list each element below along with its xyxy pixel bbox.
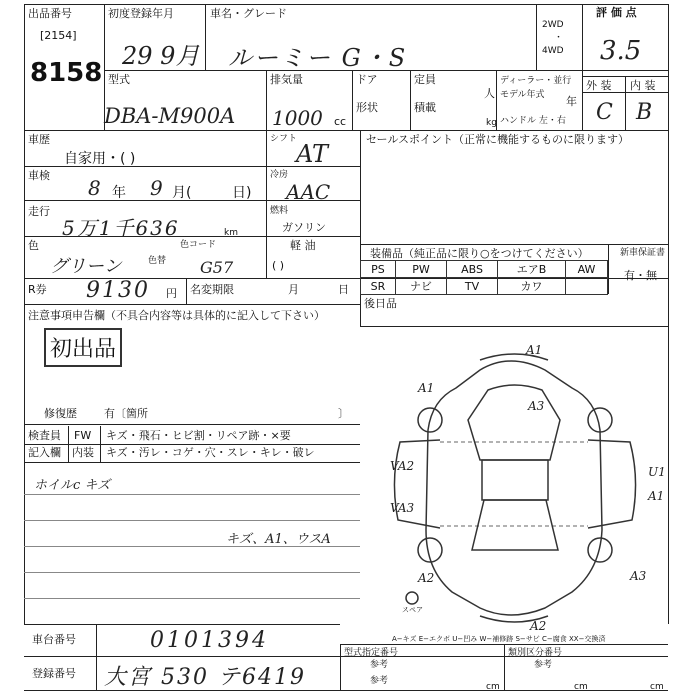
diag-label-spare: スペア bbox=[402, 606, 423, 614]
name-period-day: 日 bbox=[338, 283, 349, 296]
car-diagram bbox=[360, 330, 668, 630]
repair-value: 有〔箇所 bbox=[104, 407, 148, 420]
diag-label-front-a1: A1 bbox=[526, 343, 543, 357]
inspection-day-unit: 日) bbox=[232, 185, 252, 201]
interior-value: B bbox=[636, 100, 653, 125]
inspection-month: 9 bbox=[150, 176, 163, 200]
equip-blank bbox=[566, 278, 608, 295]
damage-legend: A−キズ E−エクボ U−凹み W−補修跡 S−サビ C−腐食 XX−交換済 bbox=[392, 635, 606, 643]
rear-item-label: 後日品 bbox=[364, 297, 397, 310]
history-label: 車歴 bbox=[28, 133, 50, 146]
load-label: 積載 bbox=[414, 101, 436, 114]
inspector-row1: キズ・飛石・ヒビ割・リペア跡・×要 bbox=[106, 429, 291, 442]
model-label: 型式 bbox=[108, 73, 130, 86]
fuel-label: 燃料 bbox=[270, 206, 289, 216]
lot-sub: [2154] bbox=[40, 29, 77, 42]
name-period-month: 月 bbox=[288, 283, 299, 296]
color-value: グリーン bbox=[50, 256, 122, 277]
equipment-label: 装備品（純正品に限り○をつけてください） bbox=[370, 247, 589, 260]
first-reg-label: 初度登録年月 bbox=[108, 7, 174, 20]
shape-label: 形状 bbox=[356, 101, 378, 114]
diag-label-rear-right-a3: A3 bbox=[630, 569, 647, 583]
diag-label-hood-a3: A3 bbox=[528, 399, 545, 413]
drive-2wd: 2WD bbox=[542, 20, 564, 30]
equipment-table bbox=[360, 260, 608, 295]
border-top bbox=[24, 4, 668, 5]
handle-label: ハンドル 左・右 bbox=[500, 116, 566, 126]
mileage-label: 走行 bbox=[28, 205, 50, 218]
inspector-interior: 内装 bbox=[72, 446, 94, 459]
model-year-unit: 年 bbox=[566, 95, 577, 108]
repair-label: 修復歴 bbox=[44, 407, 77, 420]
model-year-label: モデル年式 bbox=[500, 90, 545, 100]
drive-4wd: 4WD bbox=[542, 46, 564, 56]
history-value: 自家用・( ) bbox=[64, 151, 136, 167]
equip-ps: PS bbox=[361, 261, 396, 278]
load-unit: kg bbox=[486, 118, 497, 128]
spec-ref: 参考 bbox=[370, 660, 389, 670]
color-code-label: 色コード bbox=[180, 240, 217, 250]
model-value: DBA-M900A bbox=[104, 104, 236, 128]
diag-label-rear-left-a2: A2 bbox=[418, 571, 435, 585]
shift-label: シフト bbox=[270, 134, 298, 144]
inspector-label-2: 記入欄 bbox=[28, 446, 61, 459]
displacement-value: 1000 bbox=[272, 106, 323, 130]
fuel-diesel: 軽 油 bbox=[290, 239, 316, 252]
dealer-label: ディーラー・並行 bbox=[500, 76, 572, 86]
chassis-label: 車台番号 bbox=[32, 633, 76, 646]
equip-navi: ナビ bbox=[395, 278, 446, 295]
fuel-gas: ガソリン bbox=[282, 221, 326, 234]
category-label: 類別区分番号 bbox=[508, 648, 563, 658]
inspector-note-1: ホイルc キズ bbox=[34, 478, 111, 493]
warranty-value: 有・無 bbox=[624, 269, 657, 282]
inspection-year-unit: 年 bbox=[112, 185, 126, 201]
mileage-unit: km bbox=[224, 228, 238, 238]
border-right bbox=[668, 4, 669, 624]
exterior-label: 外 装 bbox=[586, 79, 612, 92]
cm-unit-1: cm bbox=[486, 682, 500, 692]
name-period-label: 名変期限 bbox=[190, 283, 234, 296]
reg-label: 登録番号 bbox=[32, 667, 76, 680]
equip-sr: SR bbox=[361, 278, 396, 295]
ac-label: 冷房 bbox=[270, 170, 289, 180]
recycle-label: R券 bbox=[28, 283, 47, 296]
diag-label-u1: U1 bbox=[648, 465, 666, 479]
first-reg-value: 29 9月 bbox=[122, 42, 200, 70]
inspector-label-1: 検査員 bbox=[28, 429, 61, 442]
displacement-unit: cc bbox=[334, 115, 347, 128]
color-code-value: G57 bbox=[200, 258, 234, 277]
spec-ref-2: 参考 bbox=[370, 676, 389, 686]
displacement-label: 排気量 bbox=[270, 73, 303, 86]
diag-label-va3: VA3 bbox=[390, 501, 415, 515]
diag-label-right-a1: A1 bbox=[648, 489, 665, 503]
sales-point-label: セールスポイント（正常に機能するものに限ります） bbox=[366, 133, 630, 146]
inspection-month-unit: 月( bbox=[172, 185, 192, 201]
border-left bbox=[24, 4, 25, 624]
color-change-label: 色替 bbox=[148, 256, 167, 266]
cm-unit-2: cm bbox=[574, 682, 588, 692]
first-listing-stamp: 初出品 bbox=[44, 328, 122, 367]
name-label: 車名・グレード bbox=[210, 7, 287, 20]
repair-close: 〕 bbox=[338, 407, 349, 420]
exterior-value: C bbox=[596, 100, 613, 125]
name-value: ルーミー G・S bbox=[228, 44, 408, 72]
ac-value: AAC bbox=[286, 180, 331, 204]
inspection-label: 車検 bbox=[28, 169, 50, 182]
recycle-value: 9130 bbox=[86, 278, 150, 303]
cm-unit-3: cm bbox=[650, 682, 664, 692]
spec-label: 型式指定番号 bbox=[344, 648, 399, 658]
inspector-note-2: キズ、A1、ウスA bbox=[226, 532, 331, 547]
capacity-unit: 人 bbox=[484, 87, 495, 100]
lot-label: 出品番号 bbox=[28, 7, 72, 20]
chassis-value: 0101394 bbox=[150, 628, 269, 653]
drive-dot: ・ bbox=[554, 33, 564, 43]
shift-value: AT bbox=[296, 140, 329, 168]
equip-pw: PW bbox=[395, 261, 446, 278]
grade-value: 3.5 bbox=[600, 36, 642, 66]
equip-airbag: エアB bbox=[498, 261, 566, 278]
equip-abs: ABS bbox=[447, 261, 498, 278]
inspector-row2: キズ・汚レ・コゲ・穴・スレ・キレ・破レ bbox=[106, 446, 315, 459]
fuel-paren: ( ) bbox=[272, 259, 285, 272]
capacity-label: 定員 bbox=[414, 73, 436, 86]
recycle-unit: 円 bbox=[166, 287, 177, 300]
equip-leather: カワ bbox=[498, 278, 566, 295]
door-label: ドア bbox=[356, 73, 378, 86]
diag-label-rear-a2: A2 bbox=[530, 619, 547, 630]
equip-aw: AW bbox=[566, 261, 608, 278]
mileage-value: 5万1千636 bbox=[62, 216, 180, 240]
grade-label: 評 価 点 bbox=[596, 6, 637, 19]
reg-value: 大宮 530 テ6419 bbox=[104, 665, 306, 690]
interior-label: 内 装 bbox=[630, 79, 656, 92]
color-label: 色 bbox=[28, 239, 39, 252]
equip-tv: TV bbox=[447, 278, 498, 295]
new-warranty-label: 新車保証書 bbox=[620, 248, 666, 258]
diag-label-va2: VA2 bbox=[390, 459, 415, 473]
category-ref: 参考 bbox=[534, 660, 553, 670]
diag-label-left-a1: A1 bbox=[418, 381, 435, 395]
inspection-year: 8 bbox=[88, 176, 101, 200]
notes-label: 注意事項申告欄（不具合内容等は具体的に記入して下さい） bbox=[28, 309, 325, 322]
lot-number: 8158 bbox=[30, 58, 103, 88]
inspector-fw: FW bbox=[74, 429, 92, 442]
